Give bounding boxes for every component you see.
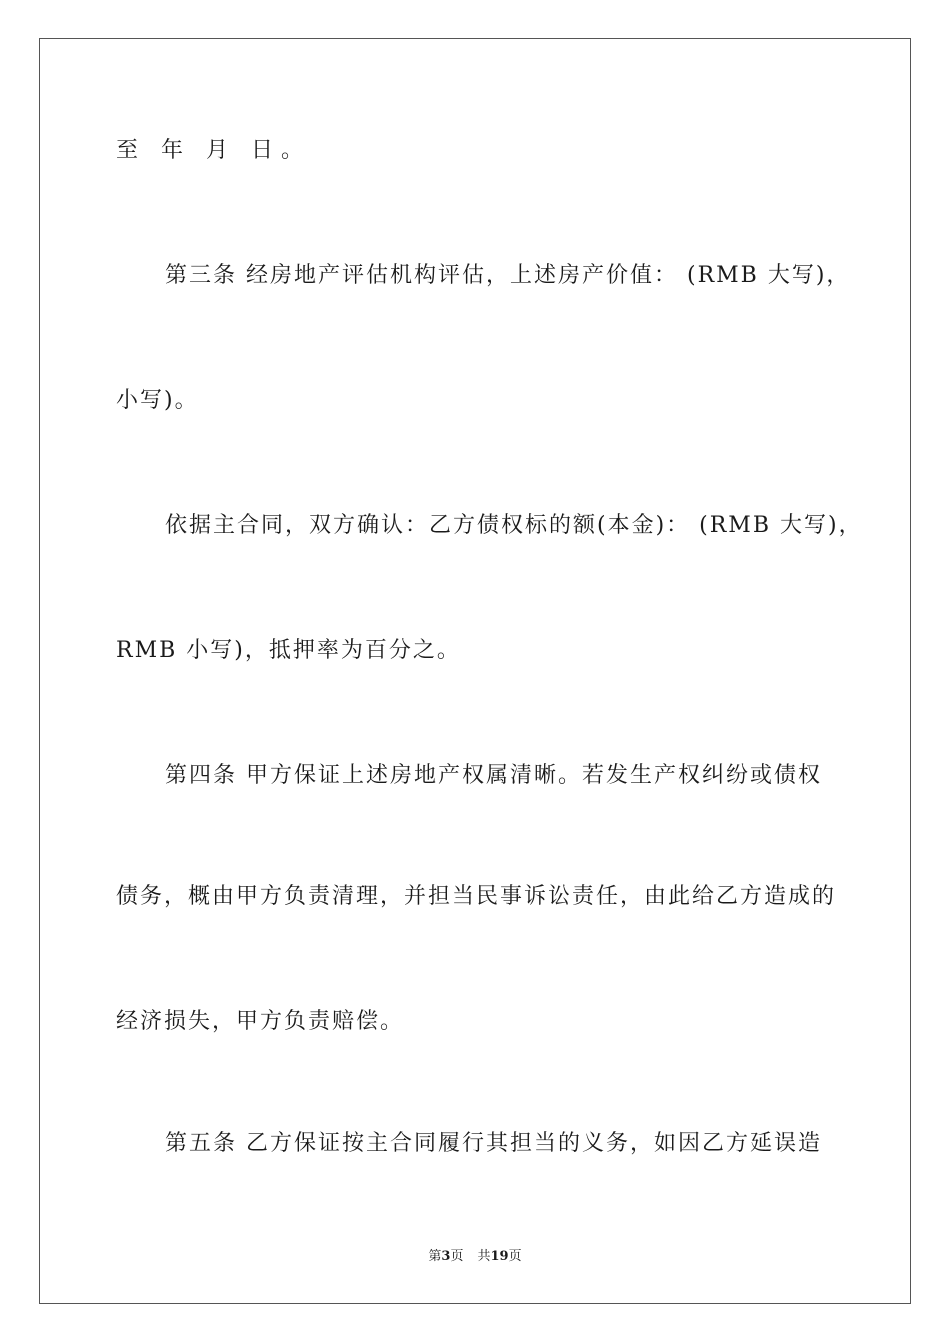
footer-page-suffix: 页 [450, 1249, 464, 1264]
text-line-article-5: 第五条 乙方保证按主合同履行其担当的义务，如因乙方延误造 [165, 1131, 822, 1156]
page-footer [0, 1248, 950, 1266]
text-line-date: 至 年 月 日。 [116, 138, 311, 163]
footer-page-number: 3 [441, 1249, 451, 1264]
text-line-mortgage-rate: RMB 小写)，抵押率为百分之。 [116, 638, 461, 663]
text-line-article-3: 第三条 经房地产评估机构评估，上述房产价值： (RMB 大写)， [165, 263, 851, 288]
footer-page-prefix: 第 [428, 1249, 442, 1264]
text-line-principal: 依据主合同，双方确认：乙方债权标的额(本金)： (RMB 大写)， [165, 513, 863, 538]
text-line-article-4: 第四条 甲方保证上述房地产权属清晰。若发生产权纠纷或债权 [165, 763, 822, 788]
footer-total-prefix: 共 [477, 1249, 491, 1264]
footer-total-pages: 19 [490, 1249, 509, 1264]
text-line-article-4-end: 经济损失，甲方负责赔偿。 [116, 1009, 405, 1034]
text-line-article-4-cont: 债务，概由甲方负责清理，并担当民事诉讼责任，由此给乙方造成的 [116, 884, 837, 909]
footer-total-suffix: 页 [508, 1249, 522, 1264]
page-border [39, 38, 911, 1304]
text-line-lowercase-amount: 小写)。 [116, 388, 199, 413]
